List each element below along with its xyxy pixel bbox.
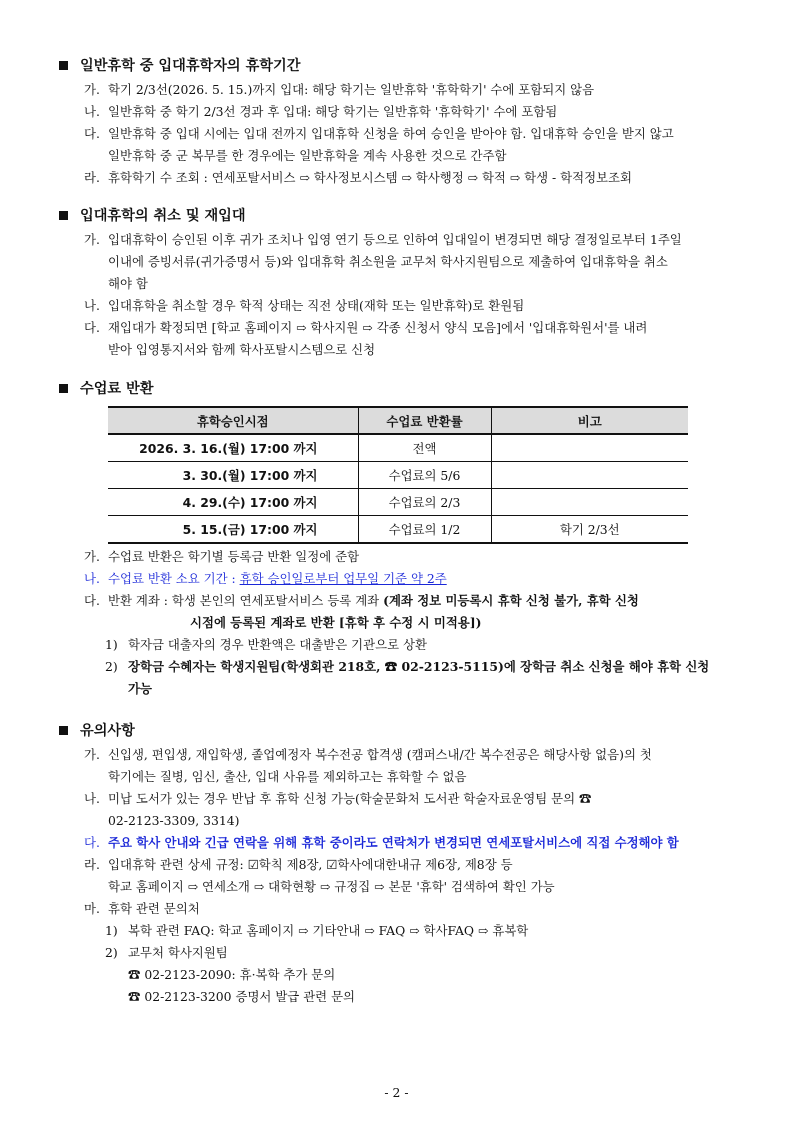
table-row bbox=[108, 434, 688, 462]
list-item: 마. 휴학 관련 문의처 bbox=[84, 901, 200, 916]
column-header: 수업료 반환률 bbox=[358, 407, 491, 434]
list-item: 라. 휴학학기 수 조회 : 연세포탈서비스 ⇨ 학사정보시스템 ⇨ 학사행정 ⇨ 학적 ⇨ 학생 - 학적정보조회 bbox=[84, 170, 632, 185]
section-enlistment-leave-period bbox=[58, 55, 748, 189]
table-cell bbox=[491, 434, 688, 462]
bullet-square-icon bbox=[59, 384, 68, 393]
table-cell: 5. 15.(금) 17:00 까지 bbox=[108, 516, 358, 544]
bullet-square-icon bbox=[59, 726, 68, 735]
table-cell: 수업료의 2/3 bbox=[358, 489, 491, 516]
section-heading: 입대휴학의 취소 및 재입대 bbox=[58, 205, 748, 227]
section-notes bbox=[58, 720, 748, 1008]
sub-item-scholarship: 2) 장학금 수혜자는 학생지원팀(학생회관 218호, ☎ 02-2123-5115)에 장학금 취소 신청을 해야 휴학 신청 가능 bbox=[105, 659, 710, 696]
section-heading: 유의사항 bbox=[58, 720, 748, 742]
table-cell: 학기 2/3선 bbox=[491, 516, 688, 544]
sub-item: 2) 교무처 학사지원팀 bbox=[105, 945, 228, 960]
table-row bbox=[108, 516, 688, 544]
section-heading: 일반휴학 중 입대휴학자의 휴학기간 bbox=[58, 55, 748, 77]
section-enlistment-cancel bbox=[58, 205, 748, 361]
refund-notes bbox=[58, 546, 748, 700]
table-cell: 3. 30.(월) 17:00 까지 bbox=[108, 462, 358, 489]
section-heading: 수업료 반환 bbox=[58, 378, 748, 400]
list-item: 나. 입대휴학을 취소할 경우 학적 상태는 직전 상태(재학 또는 일반휴학)로 환원됨 bbox=[84, 298, 525, 313]
table-header-row bbox=[108, 407, 688, 434]
list-item: 나. 일반휴학 중 학기 2/3선 경과 후 입대: 해당 학기는 일반휴학 '휴학학기' 수에 포함됨 bbox=[84, 104, 558, 119]
section-tuition-refund bbox=[58, 378, 748, 400]
list-item: 가. 신입생, 편입생, 재입학생, 졸업예정자 복수전공 합격생 (캠퍼스내/간 복수전공은 해당사항 없음)의 첫 학기에는 질병, 임신, 출산, 입대 사유를 제외하고는 휴학할 수 없음 bbox=[84, 747, 652, 784]
table-cell: 수업료의 5/6 bbox=[358, 462, 491, 489]
list-item-refund-period: 나. 수업료 반환 소요 기간 : 휴학 승인일로부터 업무일 기준 약 2주 bbox=[84, 571, 447, 586]
table-row bbox=[108, 489, 688, 516]
list-item: 다. 일반휴학 중 입대 시에는 입대 전까지 입대휴학 신청을 하여 승인을 받아야 함. 입대휴학 승인을 받지 않고 일반휴학 중 군 복무를 한 경우에는 일반휴학을 계속 사용한 것으로 간주함 bbox=[84, 126, 674, 163]
table-cell: 수업료의 1/2 bbox=[358, 516, 491, 544]
phone-contact: ☎ 02-2123-2090: 휴·복학 추가 문의 bbox=[128, 967, 336, 982]
list-item: 가. 학기 2/3선(2026. 5. 15.)까지 입대: 해당 학기는 일반휴학 '휴학학기' 수에 포함되지 않음 bbox=[84, 82, 595, 97]
table-cell: 전액 bbox=[358, 434, 491, 462]
page-number: - 2 - bbox=[384, 1085, 409, 1100]
list-item: 나. 미납 도서가 있는 경우 반납 후 휴학 신청 가능(학술문화처 도서관 학술자료운영팀 문의 ☎ 02-2123-3309, 3314) bbox=[84, 791, 592, 828]
table-cell: 4. 29.(수) 17:00 까지 bbox=[108, 489, 358, 516]
list-item-refund-account: 다. 반환 계좌 : 학생 본인의 연세포탈서비스 등록 계좌 (계좌 정보 미등록시 휴학 신청 불가, 휴학 신청 시점에 등록된 계좌로 반환 [휴학 후 수정 시 미적용]) bbox=[84, 593, 639, 630]
list-item: 가. 수업료 반환은 학기별 등록금 반환 일정에 준함 bbox=[84, 549, 360, 564]
phone-contact: ☎ 02-2123-3200 증명서 발급 관련 문의 bbox=[128, 989, 356, 1004]
list-item: 가. 입대휴학이 승인된 이후 귀가 조치나 입영 연기 등으로 인하여 입대일이 변경되면 해당 결정일로부터 1주일 이내에 증빙서류(귀가증명서 등)와 입대휴학 취소원을 교무처 학사지원팀으로 제출하여 입대휴학을 취소 해야 함 bbox=[84, 232, 682, 291]
table-cell bbox=[491, 489, 688, 516]
list-item-contact-update: 다. 주요 학사 안내와 긴급 연락을 위해 휴학 중이라도 연락처가 변경되면 연세포탈서비스에 직접 수정해야 함 bbox=[84, 835, 679, 850]
sub-item: 1) 복학 관련 FAQ: 학교 홈페이지 ⇨ 기타안내 ⇨ FAQ ⇨ 학사FAQ ⇨ 휴복학 bbox=[105, 923, 529, 938]
column-header: 휴학승인시점 bbox=[108, 407, 358, 434]
list-item: 라. 입대휴학 관련 상세 규정: ☑학칙 제8장, ☑학사에대한내규 제6장, 제8장 등 학교 홈페이지 ⇨ 연세소개 ⇨ 대학현황 ⇨ 규정집 ⇨ 본문 '휴학' 검색하여 확인 가능 bbox=[84, 857, 555, 894]
column-header: 비고 bbox=[491, 407, 688, 434]
table-row bbox=[108, 462, 688, 489]
bullet-square-icon bbox=[59, 211, 68, 220]
table-cell bbox=[491, 462, 688, 489]
bullet-square-icon bbox=[59, 61, 68, 70]
sub-item: 1) 학자금 대출자의 경우 반환액은 대출받은 기관으로 상환 bbox=[105, 637, 427, 652]
table-cell: 2026. 3. 16.(월) 17:00 까지 bbox=[108, 434, 358, 462]
refund-table bbox=[108, 406, 688, 544]
list-item: 다. 재입대가 확정되면 [학교 홈페이지 ⇨ 학사지원 ⇨ 각종 신청서 양식 모음]에서 '입대휴학원서'를 내려 받아 입영통지서와 함께 학사포탈시스템으로 신청 bbox=[84, 320, 648, 357]
